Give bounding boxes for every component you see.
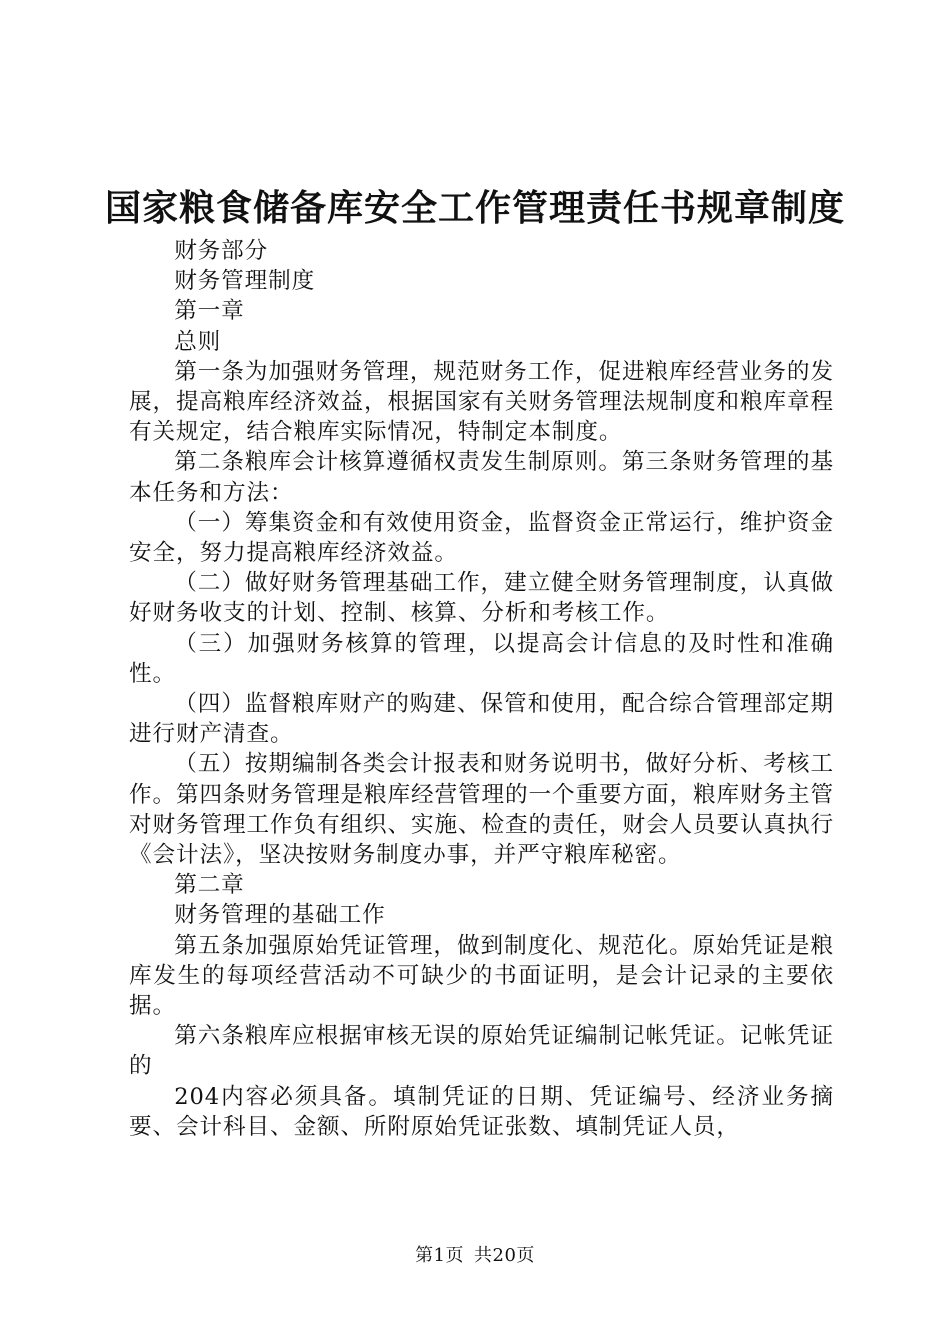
paragraph: （五）按期编制各类会计报表和财务说明书，做好分析、考核工作。第四条财务管理是粮库经营管理的一个重要方面，粮库财务主管对财务管理工作负有组织、实施、检查的责任，财会人员要认真执行《会计法》，坚决按财务制度办事，并严守粮库秘密。 — [129, 751, 834, 869]
paragraph: （四）监督粮库财产的购建、保管和使用，配合综合管理部定期进行财产清查。 — [129, 691, 834, 748]
paragraph: （一）筹集资金和有效使用资金，监督资金正常运行，维护资金安全，努力提高粮库经济效益。 — [129, 509, 834, 567]
paragraph: 204内容必须具备。填制凭证的日期、凭证编号、经济业务摘要、会计科目、金额、所附原始凭证张数、填制凭证人员， — [129, 1083, 834, 1140]
paragraph: 第一条为加强财务管理，规范财务工作，促进粮库经营业务的发展，提高粮库经济效益，根据国家有关财务管理法规制度和粮库章程有关规定，结合粮库实际情况，特制定本制度。 — [129, 358, 834, 446]
paragraph: （二）做好财务管理基础工作，建立健全财务管理制度，认真做好财务收支的计划、控制、核算、分析和考核工作。 — [129, 570, 834, 627]
paragraph: 第六条粮库应根据审核无误的原始凭证编制记帐凭证。记帐凭证的 — [129, 1023, 834, 1080]
document-title: 国家粮食储备库安全工作管理责任书规章制度 — [104, 188, 845, 229]
total-pages: 共20页 — [474, 1245, 535, 1266]
chapter-title: 总则 — [174, 328, 222, 355]
chapter-title: 财务管理的基础工作 — [174, 902, 386, 929]
document-body — [129, 236, 834, 1142]
section-heading: 财务部分 — [174, 238, 269, 264]
page-number: 第1页 — [415, 1245, 465, 1266]
chapter-heading: 第一章 — [174, 298, 245, 325]
paragraph: （三）加强财务核算的管理，以提高会计信息的及时性和准确性。 — [129, 630, 834, 687]
chapter-heading: 第二章 — [174, 872, 245, 899]
section-subheading: 财务管理制度 — [174, 268, 316, 295]
paragraph: 第二条粮库会计核算遵循权责发生制原则。第三条财务管理的基本任务和方法： — [129, 449, 834, 506]
paragraph: 第五条加强原始凭证管理，做到制度化、规范化。原始凭证是粮库发生的每项经营活动不可缺少的书面证明，是会计记录的主要依据。 — [129, 932, 834, 1020]
page-footer — [0, 1244, 950, 1268]
